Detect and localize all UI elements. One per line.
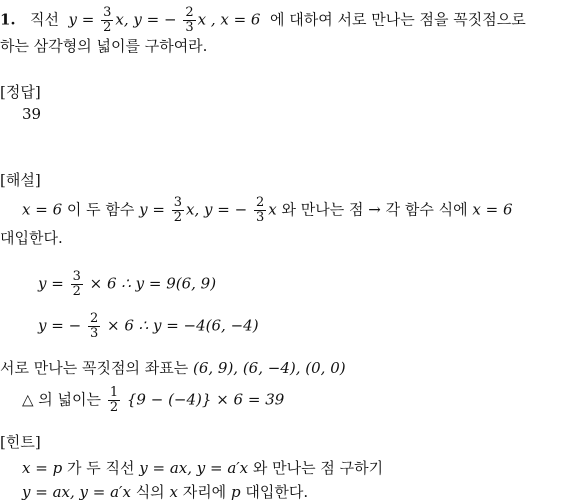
problem-line-1: 1. 직선 y = $\frac{3}{2}$ x, y = − $\frac{2}{3}$ x , x = 6 에 대하여 서로 만나는 점을 꼭짓점으로 — [0, 5, 526, 35]
area-line: △ 의 넓이는 $\frac{1}{2}$ {9 − (−4)} × 6 = 39 — [22, 385, 285, 415]
equation-2: y = − $\frac{2}{3}$ × 6 ∴ y = −4(6, −4) — [38, 311, 259, 341]
fraction: $\frac{2}{3}$ — [89, 311, 99, 341]
fraction: $\frac{3}{2}$ — [173, 195, 183, 225]
explanation-line-1: x = 6 이 두 함수 y = $\frac{3}{2}$ x, y = − $\frac{2}{3}$ x 와 만나는 점 → 각 함수 식에 x = 6 — [22, 195, 513, 225]
vertices-line: 서로 만나는 꼭짓점의 좌표는 (6, 9), (6, −4), (0, 0) — [0, 359, 346, 377]
fraction: $\frac{2}{3}$ — [255, 195, 265, 225]
answer-value: 39 — [22, 105, 42, 123]
fraction: $\frac{1}{2}$ — [109, 385, 119, 415]
hint-line-2: y = ax, y = a′x 식의 x 자리에 p 대입한다. — [22, 483, 309, 501]
hint-line-1: x = p 가 두 직선 y = ax, y = a′x 와 만나는 점 구하기 — [22, 459, 384, 477]
explanation-header: [해설] — [0, 171, 41, 189]
fraction: $\frac{2}{3}$ — [185, 5, 194, 35]
problem-line-2: 하는 삼각형의 넓이를 구하여라. — [0, 37, 208, 55]
equation-1: y = $\frac{3}{2}$ × 6 ∴ y = 9(6, 9) — [38, 269, 217, 299]
hint-header: [힌트] — [0, 433, 41, 451]
problem-text: 직선 — [29, 10, 59, 29]
fraction: $\frac{3}{2}$ — [103, 5, 112, 35]
answer-header: [정답] — [0, 83, 41, 101]
problem-number: 1. — [0, 10, 16, 29]
fraction: $\frac{3}{2}$ — [72, 269, 81, 299]
explanation-line-2: 대입한다. — [0, 229, 63, 247]
